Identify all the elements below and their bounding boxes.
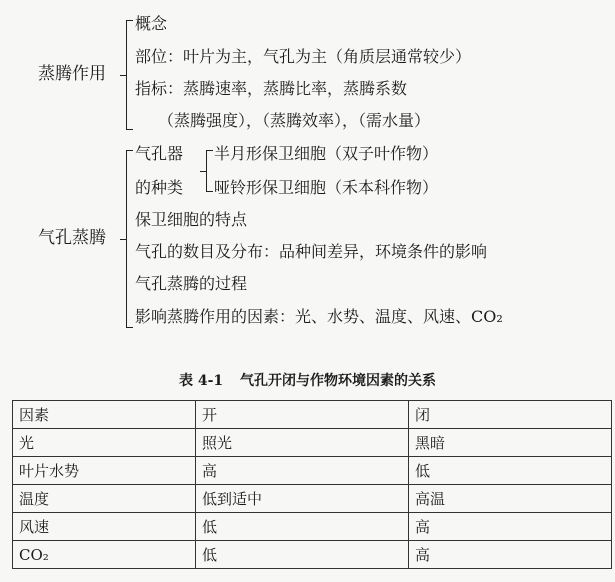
tree1-item: 指标：蒸腾速率，蒸腾比率，蒸腾系数 <box>135 79 408 98</box>
tree2-root: 气孔蒸腾 <box>38 228 106 248</box>
tree2-item: 保卫细胞的特点 <box>135 210 248 229</box>
table-cell: 照光 <box>196 429 409 457</box>
tree2-types-brace <box>206 150 213 192</box>
table-header-cell: 因素 <box>13 401 196 429</box>
tree2-brace <box>126 150 133 328</box>
table-caption <box>0 370 615 390</box>
table-cell: 高 <box>409 513 612 541</box>
table-cell: CO₂ <box>13 541 196 569</box>
table-number: 表 4-1 <box>178 373 224 389</box>
tree2-types-label: 气孔器 <box>135 144 184 163</box>
tree1-item: 概念 <box>135 14 168 33</box>
tree2-type: 半月形保卫细胞（双子叶作物） <box>214 144 439 163</box>
table-cell: 光 <box>13 429 196 457</box>
table-row <box>13 457 612 485</box>
tree1-item: 部位：叶片为主，气孔为主（角质层通常较少） <box>135 47 472 66</box>
table-row <box>13 541 612 569</box>
table-cell: 低 <box>196 541 409 569</box>
tree1-item: （蒸腾强度），（蒸腾效率），（需水量） <box>158 111 431 130</box>
table-cell: 温度 <box>13 485 196 513</box>
tree2-types-label: 的种类 <box>135 178 184 197</box>
table-cell: 高 <box>196 457 409 485</box>
table-title: 气孔开闭与作物环境因素的关系 <box>240 373 437 389</box>
table-cell: 高温 <box>409 485 612 513</box>
tree1-root: 蒸腾作用 <box>38 64 106 84</box>
table-row <box>13 485 612 513</box>
tree1-brace <box>126 20 133 130</box>
table-header-row <box>13 401 612 429</box>
table-row <box>13 513 612 541</box>
table-cell: 低到适中 <box>196 485 409 513</box>
table-cell: 低 <box>196 513 409 541</box>
table-cell: 低 <box>409 457 612 485</box>
tree2-type: 哑铃形保卫细胞（禾本科作物） <box>214 178 439 197</box>
table-cell: 高 <box>409 541 612 569</box>
table-row <box>13 429 612 457</box>
factors-table <box>12 400 612 569</box>
tree2-item: 气孔的数目及分布：品种间差异，环境条件的影响 <box>135 242 488 261</box>
table-cell: 黑暗 <box>409 429 612 457</box>
table-header-cell: 闭 <box>409 401 612 429</box>
tree2-item: 影响蒸腾作用的因素：光、水势、温度、风速、CO₂ <box>135 307 503 326</box>
tree2-item: 气孔蒸腾的过程 <box>135 274 248 293</box>
table-cell: 风速 <box>13 513 196 541</box>
table-header-cell: 开 <box>196 401 409 429</box>
table-cell: 叶片水势 <box>13 457 196 485</box>
